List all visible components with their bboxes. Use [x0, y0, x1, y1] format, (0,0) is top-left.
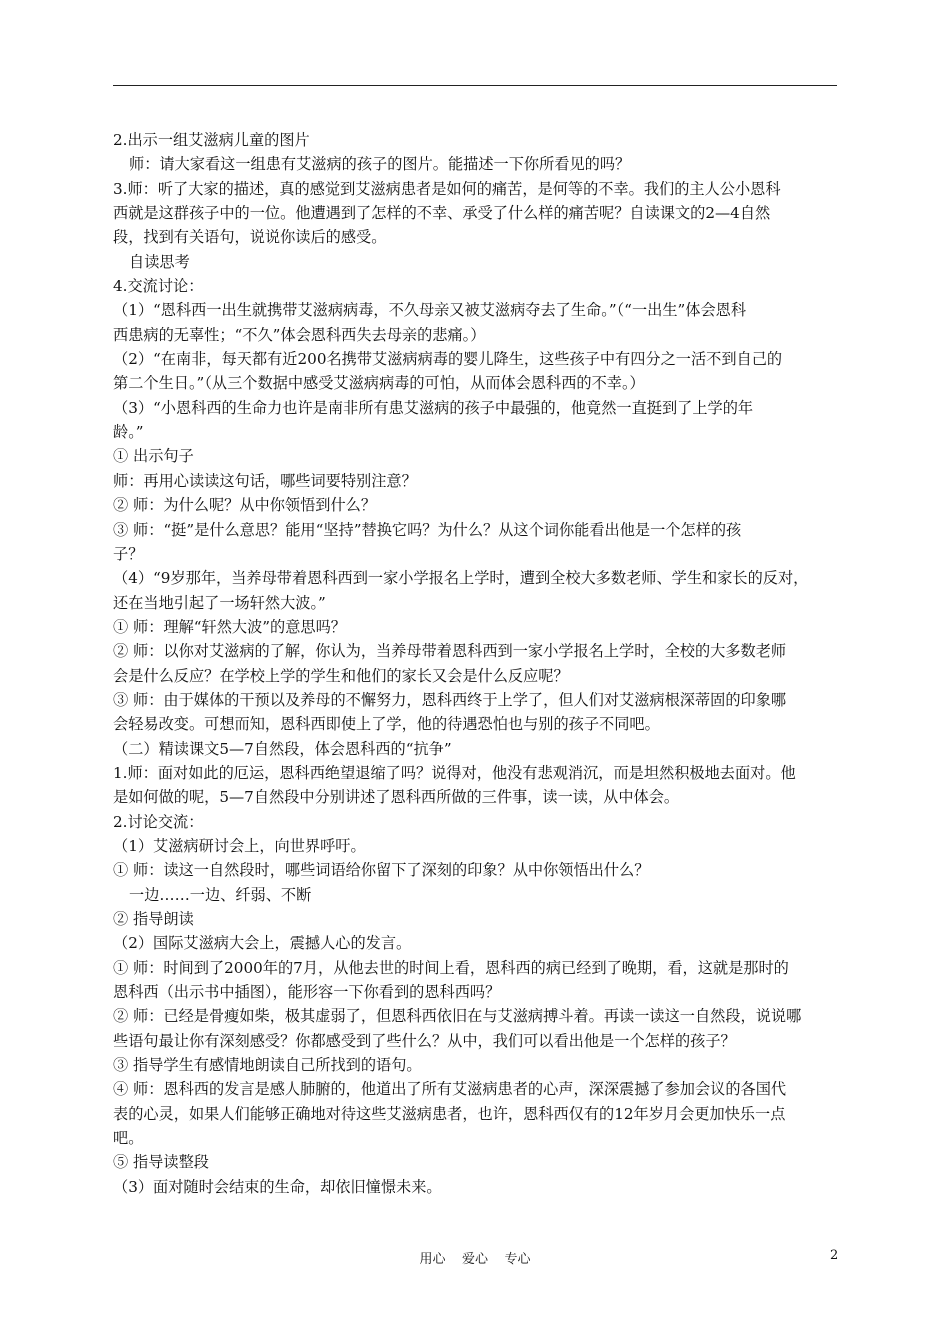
document-body — [113, 128, 839, 1199]
text-line: 师：请大家看这一组患有艾滋病的孩子的图片。能描述一下你所看见的吗？ — [129, 155, 631, 174]
text-line: 2.出示一组艾滋病儿童的图片 — [113, 131, 310, 149]
text-line: 龄。” — [113, 423, 144, 442]
text-line: ⑤ 指导读整段 — [113, 1153, 209, 1172]
text-line: ② 师：已经是骨瘦如柴，极其虚弱了，但恩科西依旧在与艾滋病搏斗着。再读一读这一自然段，说说哪 — [113, 1007, 802, 1026]
text-line: ② 指导朗读 — [113, 910, 194, 928]
text-line: 一边……一边、纤弱、不断 — [129, 885, 312, 904]
text-line: （二）精读课文5—7自然段，体会恩科西的“抗争” — [113, 739, 452, 758]
text-line: ① 师：读这一自然段时，哪些词语给你留下了深刻的印象？从中你领悟出什么？ — [113, 861, 650, 880]
text-line: 第二个生日。”（从三个数据中感受艾滋病病毒的可怕，从而体会恩科西的不幸。） — [113, 374, 645, 393]
text-line: 会轻易改变。可想而知，恩科西即使上了学，他的待遇恐怕也与别的孩子不同吧。 — [113, 715, 660, 734]
text-line: 西就是这群孩子中的一位。他遭遇到了怎样的不幸、承受了什么样的痛苦呢？自读课文的2—4自然 — [113, 204, 771, 223]
text-line: 表的心灵，如果人们能够正确地对待这些艾滋病患者，也许，恩科西仅有的12年岁月会更加快乐一点 — [113, 1104, 786, 1123]
text-line: ① 出示句子 — [113, 447, 194, 466]
text-line: 自读思考 — [129, 252, 190, 271]
text-line: ① 师：时间到了2000年的7月，从他去世的时间上看，恩科西的病已经到了晚期，看，这就是那时的 — [113, 958, 789, 977]
text-line: 4.交流讨论： — [113, 277, 204, 296]
text-line: 2.讨论交流： — [113, 812, 204, 831]
text-line: （1）艾滋病研讨会上，向世界呼吁。 — [113, 836, 366, 855]
text-line: （1）“恩科西一出生就携带艾滋病病毒，不久母亲又被艾滋病夺去了生命。”（“一出生”体会恩科 — [113, 301, 747, 320]
text-line: ② 师：以你对艾滋病的了解，你认为，当养母带着恩科西到一家小学报名上学时，全校的大多数老师 — [113, 642, 787, 661]
text-line: 段，找到有关语句，说说你读后的感受。 — [113, 228, 387, 247]
text-line: （3）面对随时会结束的生命，却依旧憧憬未来。 — [113, 1177, 442, 1196]
text-line: （2）“在南非，每天都有近200名携带艾滋病病毒的婴儿降生，这些孩子中有四分之一活不到自己的 — [113, 350, 783, 369]
text-line: 师：再用心读读这句话，哪些词要特别注意？ — [113, 471, 417, 490]
text-line: 会是什么反应？在学校上学的学生和他们的家长又会是什么反应呢？ — [113, 666, 569, 685]
text-line: ① 师：理解“轩然大波”的意思吗？ — [113, 617, 346, 636]
text-line: 西患病的无辜性；“不久”体会恩科西失去母亲的悲痛。） — [113, 325, 486, 344]
text-line: ② 师：为什么呢？从中你领悟到什么？ — [113, 496, 377, 515]
text-line: 些语句最让你有深刻感受？你都感受到了些什么？从中，我们可以看出他是一个怎样的孩子？ — [113, 1031, 736, 1050]
text-line: 1.师：面对如此的厄运，恩科西绝望退缩了吗？说得对，他没有悲观消沉，而是坦然积极地去面对。他 — [113, 763, 796, 782]
footer-motto: 用心 爱心 专心 — [419, 1252, 531, 1267]
text-line: （2）国际艾滋病大会上，震撼人心的发言。 — [113, 934, 412, 953]
text-line: 恩科西（出示书中插图），能形容一下你看到的恩科西吗？ — [113, 983, 501, 1002]
text-line: （4）“9岁那年，当养母带着恩科西到一家小学报名上学时，遭到全校大多数老师、学生和家长的反对， — [113, 569, 809, 588]
header-rule — [113, 85, 837, 86]
page-footer — [0, 1248, 950, 1270]
text-line: 是如何做的呢，5—7自然段中分别讲述了恩科西所做的三件事，读一读，从中体会。 — [113, 788, 680, 807]
text-line: （3）“小恩科西的生命力也许是南非所有患艾滋病的孩子中最强的，他竟然一直挺到了上学的年 — [113, 398, 754, 417]
page-number: 2 — [830, 1248, 839, 1263]
text-line: 吧。 — [113, 1129, 144, 1148]
text-line: ④ 师：恩科西的发言是感人肺腑的，他道出了所有艾滋病患者的心声，深深震撼了参加会议的各国代 — [113, 1080, 787, 1099]
text-line: ③ 师：“挺”是什么意思？能用“坚持”替换它吗？为什么？从这个词你能看出他是一个怎样的孩 — [113, 520, 742, 539]
text-line: 子？ — [113, 544, 144, 563]
text-line: 3.师：听了大家的描述，真的感觉到艾滋病患者是如何的痛苦，是何等的不幸。我们的主人公小恩科 — [113, 179, 781, 198]
text-line: 还在当地引起了一场轩然大波。” — [113, 593, 326, 612]
text-line: ③ 指导学生有感情地朗读自己所找到的语句。 — [113, 1056, 422, 1075]
text-line: ③ 师：由于媒体的干预以及养母的不懈努力，恩科西终于上学了，但人们对艾滋病根深蒂固的印象哪 — [113, 690, 787, 709]
